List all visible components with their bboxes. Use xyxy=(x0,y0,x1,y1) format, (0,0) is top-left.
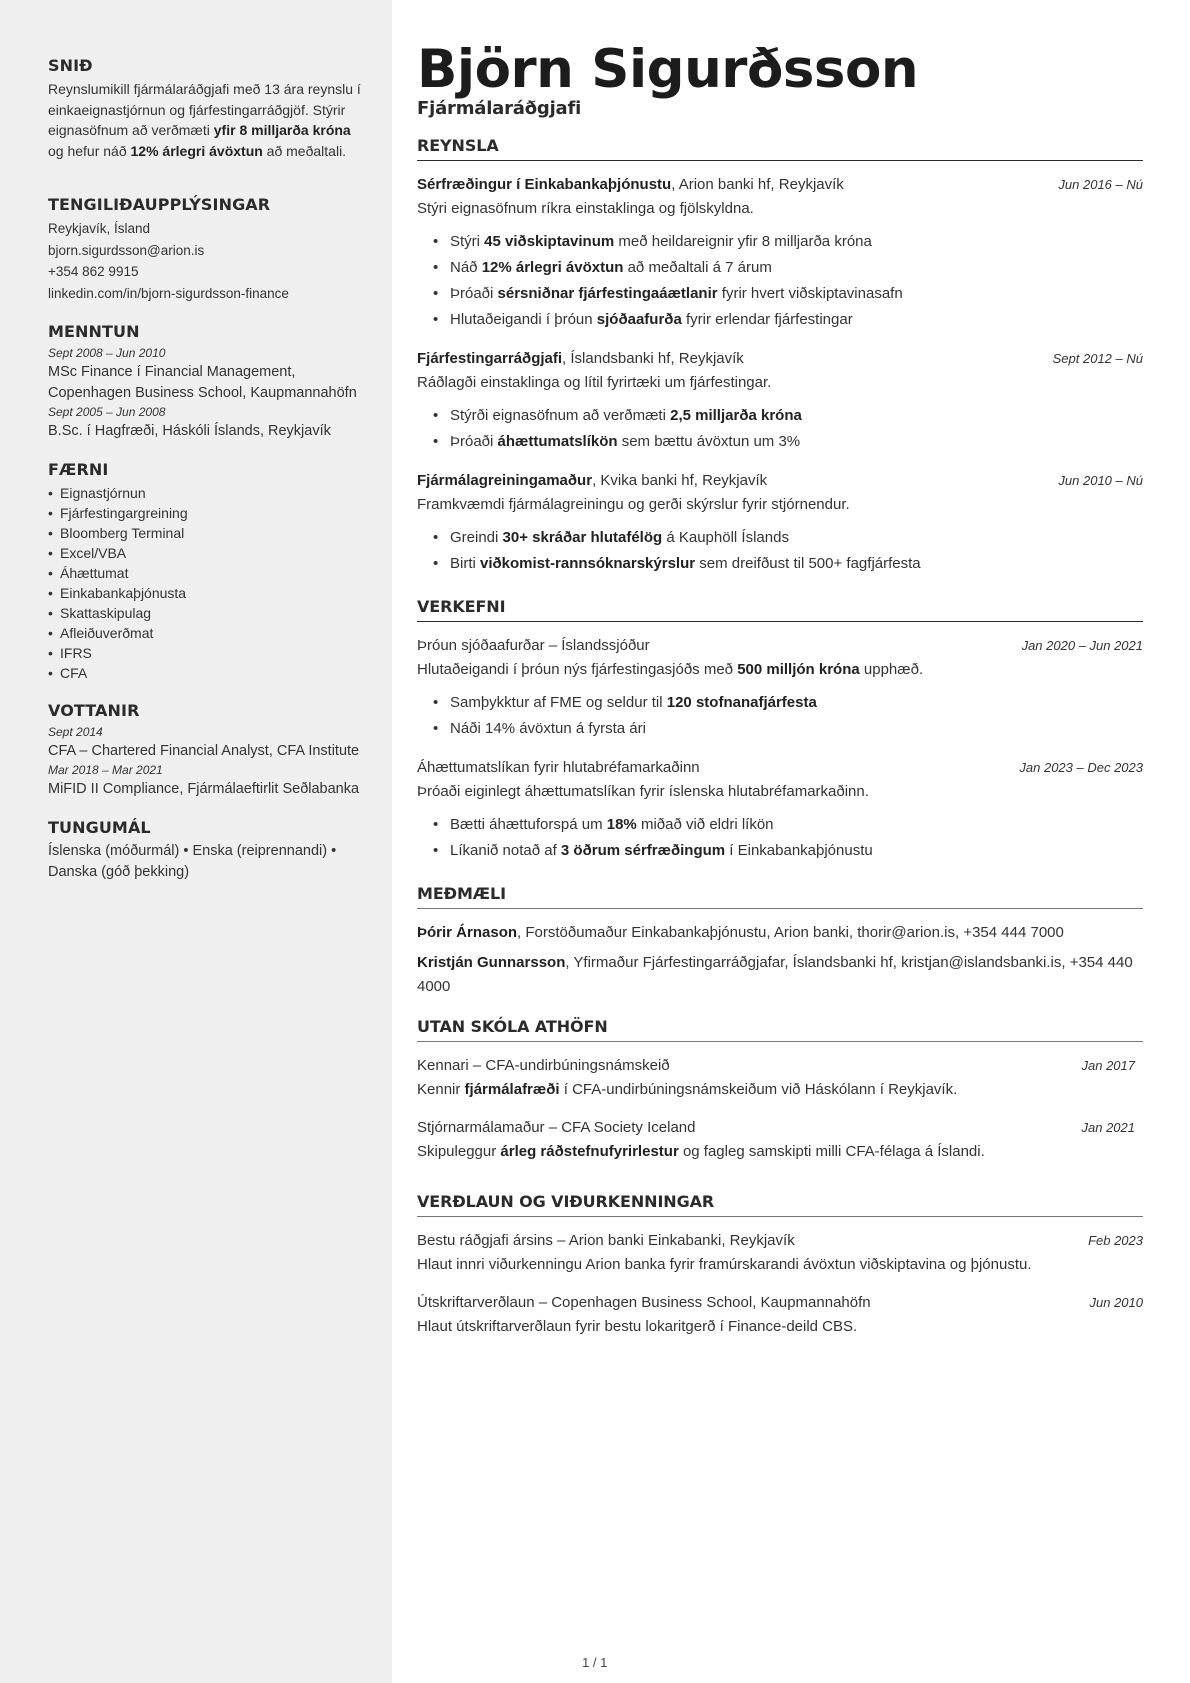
reference-details: , Forstöðumaður Einkabankaþjónustu, Arion banki, thorir@arion.is, +354 444 7000 xyxy=(517,924,1064,941)
bullet-icon: • xyxy=(433,311,439,328)
page-indicator: 1 / 1 xyxy=(582,1655,608,1670)
contact-section xyxy=(48,195,362,304)
bullet-icon: • xyxy=(433,816,439,833)
skill-item xyxy=(48,643,362,663)
experience-entry xyxy=(417,173,1143,333)
bullet-icon: • xyxy=(433,259,439,276)
bullet-icon: • xyxy=(48,525,53,541)
extracurricular-heading: UTAN SKÓLA ATHÖFN xyxy=(417,1017,1143,1042)
entry-title xyxy=(417,469,767,493)
experience-entry xyxy=(417,469,1143,577)
skill-label: IFRS xyxy=(60,645,92,661)
skills-list xyxy=(48,483,362,683)
reference-item xyxy=(417,921,1143,945)
references-heading: MEÐMÆLI xyxy=(417,884,1143,909)
bullet-item xyxy=(433,281,1143,307)
bullet-text: Þróaði áhættumatslíkön sem bættu ávöxtun um 3% xyxy=(450,433,801,450)
entry-date: Jun 2016 – Nú xyxy=(1058,177,1143,192)
entry-org: , Íslandsbanki hf, Reykjavík xyxy=(562,350,744,367)
skill-label: CFA xyxy=(60,665,88,681)
entry-description: Framkvæmdi fjármálagreiningu og gerði skýrslur fyrir stjórnendur. xyxy=(417,496,850,513)
references-section xyxy=(417,884,1143,999)
bullet-item xyxy=(433,403,1143,429)
certification-item xyxy=(48,724,362,762)
skill-item xyxy=(48,583,362,603)
bullet-icon: • xyxy=(48,625,53,641)
bullet-text: Náð 12% árlegri ávöxtun að meðaltali á 7 árum xyxy=(450,259,772,276)
bullet-icon: • xyxy=(48,605,53,621)
skill-item xyxy=(48,543,362,563)
entry-description: Hlutaðeigandi í þróun nýs fjárfestingasjóðs með 500 milljón króna upphæð. xyxy=(417,661,924,678)
bullet-icon: • xyxy=(48,505,53,521)
bullet-list xyxy=(433,812,1143,864)
experience-entry xyxy=(417,347,1143,455)
certification-text: CFA – Chartered Financial Analyst, CFA Institute xyxy=(48,743,360,759)
bullet-text: Greindi 30+ skráðar hlutafélög á Kauphöll Íslands xyxy=(450,529,789,546)
bullet-icon: • xyxy=(48,485,53,501)
bullet-item xyxy=(433,838,1143,864)
bullet-text: Hlutaðeigandi í þróun sjóðaafurða fyrir erlendar fjárfestingar xyxy=(450,311,853,328)
education-text: B.Sc. í Hagfræði, Háskóli Íslands, Reykjavík xyxy=(48,423,331,439)
skill-label: Áhættumat xyxy=(60,565,129,581)
bullet-list xyxy=(433,229,1143,333)
experience-heading: REYNSLA xyxy=(417,136,1143,161)
entry-description: Ráðlagði einstaklinga og lítil fyrirtæki um fjárfestingar. xyxy=(417,374,772,391)
bullet-text: Bætti áhættuforspá um 18% miðað við eldri líkön xyxy=(450,816,774,833)
skill-item xyxy=(48,563,362,583)
certification-text: MiFID II Compliance, Fjármálaeftirlit Seðlabanka xyxy=(48,781,360,797)
bullet-item xyxy=(433,255,1143,281)
bullet-text: Stýrði eignasöfnum að verðmæti 2,5 milljarða króna xyxy=(450,407,802,424)
skills-section xyxy=(48,460,362,683)
bullet-text: Líkanið notað af 3 öðrum sérfræðingum í Einkabankaþjónustu xyxy=(450,842,873,859)
skill-label: Bloomberg Terminal xyxy=(60,525,185,541)
bullet-list xyxy=(433,525,1143,577)
skill-item xyxy=(48,483,362,503)
entry-title: Stjórnarmálamaður – CFA Society Iceland xyxy=(417,1119,696,1136)
skill-label: Eignastjórnun xyxy=(60,485,146,501)
bullet-item xyxy=(433,716,1143,742)
skill-label: Excel/VBA xyxy=(60,545,127,561)
activity-entry xyxy=(417,1116,1143,1164)
entry-title: Áhættumatslíkan fyrir hlutabréfamarkaðinn xyxy=(417,759,700,776)
entry-description: Þróaði eiginlegt áhættumatslíkan fyrir íslenska hlutabréfamarkaðinn. xyxy=(417,783,869,800)
bullet-icon: • xyxy=(48,545,53,561)
reference-item xyxy=(417,951,1143,999)
bullet-icon: • xyxy=(433,285,439,302)
education-date: Sept 2005 – Jun 2008 xyxy=(48,405,166,419)
education-heading: MENNTUN xyxy=(48,322,140,341)
skill-label: Skattaskipulag xyxy=(60,605,152,621)
bullet-item xyxy=(433,525,1143,551)
bullet-icon: • xyxy=(433,233,439,250)
bullet-item xyxy=(433,429,1143,455)
reference-details: , Yfirmaður Fjárfestingarráðgjafar, Íslandsbanki hf, kristjan@islandsbanki.is, +354 440 4000 xyxy=(417,954,1133,995)
entry-role: Fjármálagreiningamaður xyxy=(417,472,593,489)
languages-heading: TUNGUMÁL xyxy=(48,818,151,837)
entry-org: , Arion banki hf, Reykjavík xyxy=(671,176,844,193)
contact-phone[interactable]: +354 862 9915 xyxy=(48,264,139,279)
bullet-text: Birti viðkomist-rannsóknarskýrslur sem dreifðust til 500+ fagfjárfesta xyxy=(450,555,921,572)
bullet-icon: • xyxy=(433,842,439,859)
contact-linkedin[interactable]: linkedin.com/in/bjorn-sigurdsson-finance xyxy=(48,285,289,301)
sidebar xyxy=(0,0,392,1683)
reference-name: Þórir Árnason xyxy=(417,924,518,941)
projects-heading: VERKEFNI xyxy=(417,597,1143,622)
languages-text: Íslenska (móðurmál) • Enska (reiprennandi) • Danska (góð þekking) xyxy=(48,843,337,880)
awards-heading: VERÐLAUN OG VIÐURKENNINGAR xyxy=(417,1192,1143,1217)
bullet-icon: • xyxy=(433,694,439,711)
certification-date: Mar 2018 – Mar 2021 xyxy=(48,763,163,777)
skill-label: Afleiðuverðmat xyxy=(60,625,154,641)
bullet-item xyxy=(433,690,1143,716)
entry-description: Kennir fjármálafræði í CFA-undirbúningsnámskeiðum við Háskólann í Reykjavík. xyxy=(417,1081,958,1098)
profile-heading: SNIÐ xyxy=(48,56,93,75)
skill-item xyxy=(48,523,362,543)
education-item xyxy=(48,404,362,442)
entry-description: Skipuleggur árleg ráðstefnufyrirlestur og fagleg samskipti milli CFA-félaga á Íslandi. xyxy=(417,1143,985,1160)
award-entry xyxy=(417,1229,1143,1277)
bullet-icon: • xyxy=(48,645,53,661)
bullet-text: Stýri 45 viðskiptavinum með heildareignir yfir 8 milljarða króna xyxy=(450,233,872,250)
entry-date: Jun 2010 – Nú xyxy=(1058,473,1143,488)
bullet-icon: • xyxy=(48,585,53,601)
profile-section xyxy=(48,56,362,161)
bullet-icon: • xyxy=(433,529,439,546)
projects-section xyxy=(417,597,1143,864)
bullet-icon: • xyxy=(433,555,439,572)
person-name: Björn Sigurðsson xyxy=(417,39,919,100)
entry-org: , Kvika banki hf, Reykjavík xyxy=(592,472,768,489)
entry-title: Útskriftarverðlaun – Copenhagen Business School, Kaupmannahöfn xyxy=(417,1294,871,1311)
project-entry xyxy=(417,634,1143,742)
skill-item xyxy=(48,623,362,643)
entry-title: Þróun sjóðaafurðar – Íslandssjóður xyxy=(417,637,650,654)
bullet-item xyxy=(433,812,1143,838)
skill-item xyxy=(48,603,362,623)
languages-section xyxy=(48,818,362,883)
profile-text: Reynslumikill fjármálaráðgjafi með 13 ára reynslu í einkaeignastjórnun og fjárfestingarráðgjöf. Stýrir eignasöfnum að verðmæti yfir 8 milljarða króna og hefur náð 12% árlegri ávöxtun að meðaltali. xyxy=(48,81,361,159)
experience-section xyxy=(417,136,1143,577)
certifications-section xyxy=(48,701,362,800)
bullet-icon: • xyxy=(48,565,53,581)
entry-description: Hlaut útskriftarverðlaun fyrir bestu lokaritgerð í Finance-deild CBS. xyxy=(417,1318,858,1335)
bullet-item xyxy=(433,307,1143,333)
bullet-list xyxy=(433,690,1143,742)
skill-label: Fjárfestingargreining xyxy=(60,505,188,521)
bullet-text: Náði 14% ávöxtun á fyrsta ári xyxy=(450,720,646,737)
bullet-icon: • xyxy=(433,433,439,450)
entry-date: Jun 2010 xyxy=(1089,1295,1143,1310)
education-item xyxy=(48,345,362,404)
entry-date: Jan 2023 – Dec 2023 xyxy=(1019,760,1143,775)
education-text: MSc Finance í Financial Management, Copenhagen Business School, Kaupmannahöfn xyxy=(48,364,357,401)
bullet-text: Samþykktur af FME og seldur til 120 stofnanafjárfesta xyxy=(450,694,817,711)
certification-date: Sept 2014 xyxy=(48,725,103,739)
bullet-item xyxy=(433,551,1143,577)
certification-item xyxy=(48,762,362,800)
reference-name: Kristján Gunnarsson xyxy=(417,954,566,971)
skill-item xyxy=(48,663,362,683)
entry-date: Sept 2012 – Nú xyxy=(1052,351,1143,366)
skills-heading: FÆRNI xyxy=(48,460,109,479)
education-section xyxy=(48,322,362,442)
entry-title xyxy=(417,173,844,197)
bullet-icon: • xyxy=(433,720,439,737)
entry-title: Bestu ráðgjafi ársins – Arion banki Einkabanki, Reykjavík xyxy=(417,1232,795,1249)
entry-title: Kennari – CFA-undirbúningsnámskeið xyxy=(417,1057,670,1074)
entry-role: Fjárfestingarráðgjafi xyxy=(417,350,563,367)
entry-description: Stýri eignasöfnum ríkra einstaklinga og fjölskyldna. xyxy=(417,200,754,217)
bullet-icon: • xyxy=(48,665,53,681)
activity-entry xyxy=(417,1054,1143,1102)
certifications-heading: VOTTANIR xyxy=(48,701,140,720)
entry-date: Jan 2020 – Jun 2021 xyxy=(1021,638,1143,653)
entry-description: Hlaut innri viðurkenningu Arion banka fyrir framúrskarandi ávöxtun viðskiptavina og þjónustu. xyxy=(417,1256,1032,1273)
contact-location: Reykjavík, Ísland xyxy=(48,221,151,236)
award-entry xyxy=(417,1291,1143,1339)
job-title: Fjármálaráðgjafi xyxy=(417,98,582,119)
bullet-list xyxy=(433,403,1143,455)
bullet-item xyxy=(433,229,1143,255)
extracurricular-section xyxy=(417,1017,1143,1164)
contact-email[interactable]: bjorn.sigurdsson@arion.is xyxy=(48,242,205,258)
project-entry xyxy=(417,756,1143,864)
entry-role: Sérfræðingur í Einkabankaþjónustu xyxy=(417,176,672,193)
bullet-icon: • xyxy=(433,407,439,424)
education-date: Sept 2008 – Jun 2010 xyxy=(48,346,166,360)
entry-date: Jan 2017 xyxy=(1081,1058,1135,1073)
entry-date: Feb 2023 xyxy=(1088,1233,1143,1248)
bullet-text: Þróaði sérsniðnar fjárfestingaáætlanir fyrir hvert viðskiptavinasafn xyxy=(450,285,903,302)
entry-date: Jan 2021 xyxy=(1081,1120,1135,1135)
contact-heading: TENGILIÐAUPPLÝSINGAR xyxy=(48,195,271,214)
skill-item xyxy=(48,503,362,523)
skill-label: Einkabankaþjónusta xyxy=(60,585,187,601)
main-content xyxy=(417,40,1143,1353)
entry-title xyxy=(417,347,744,371)
awards-section xyxy=(417,1192,1143,1339)
